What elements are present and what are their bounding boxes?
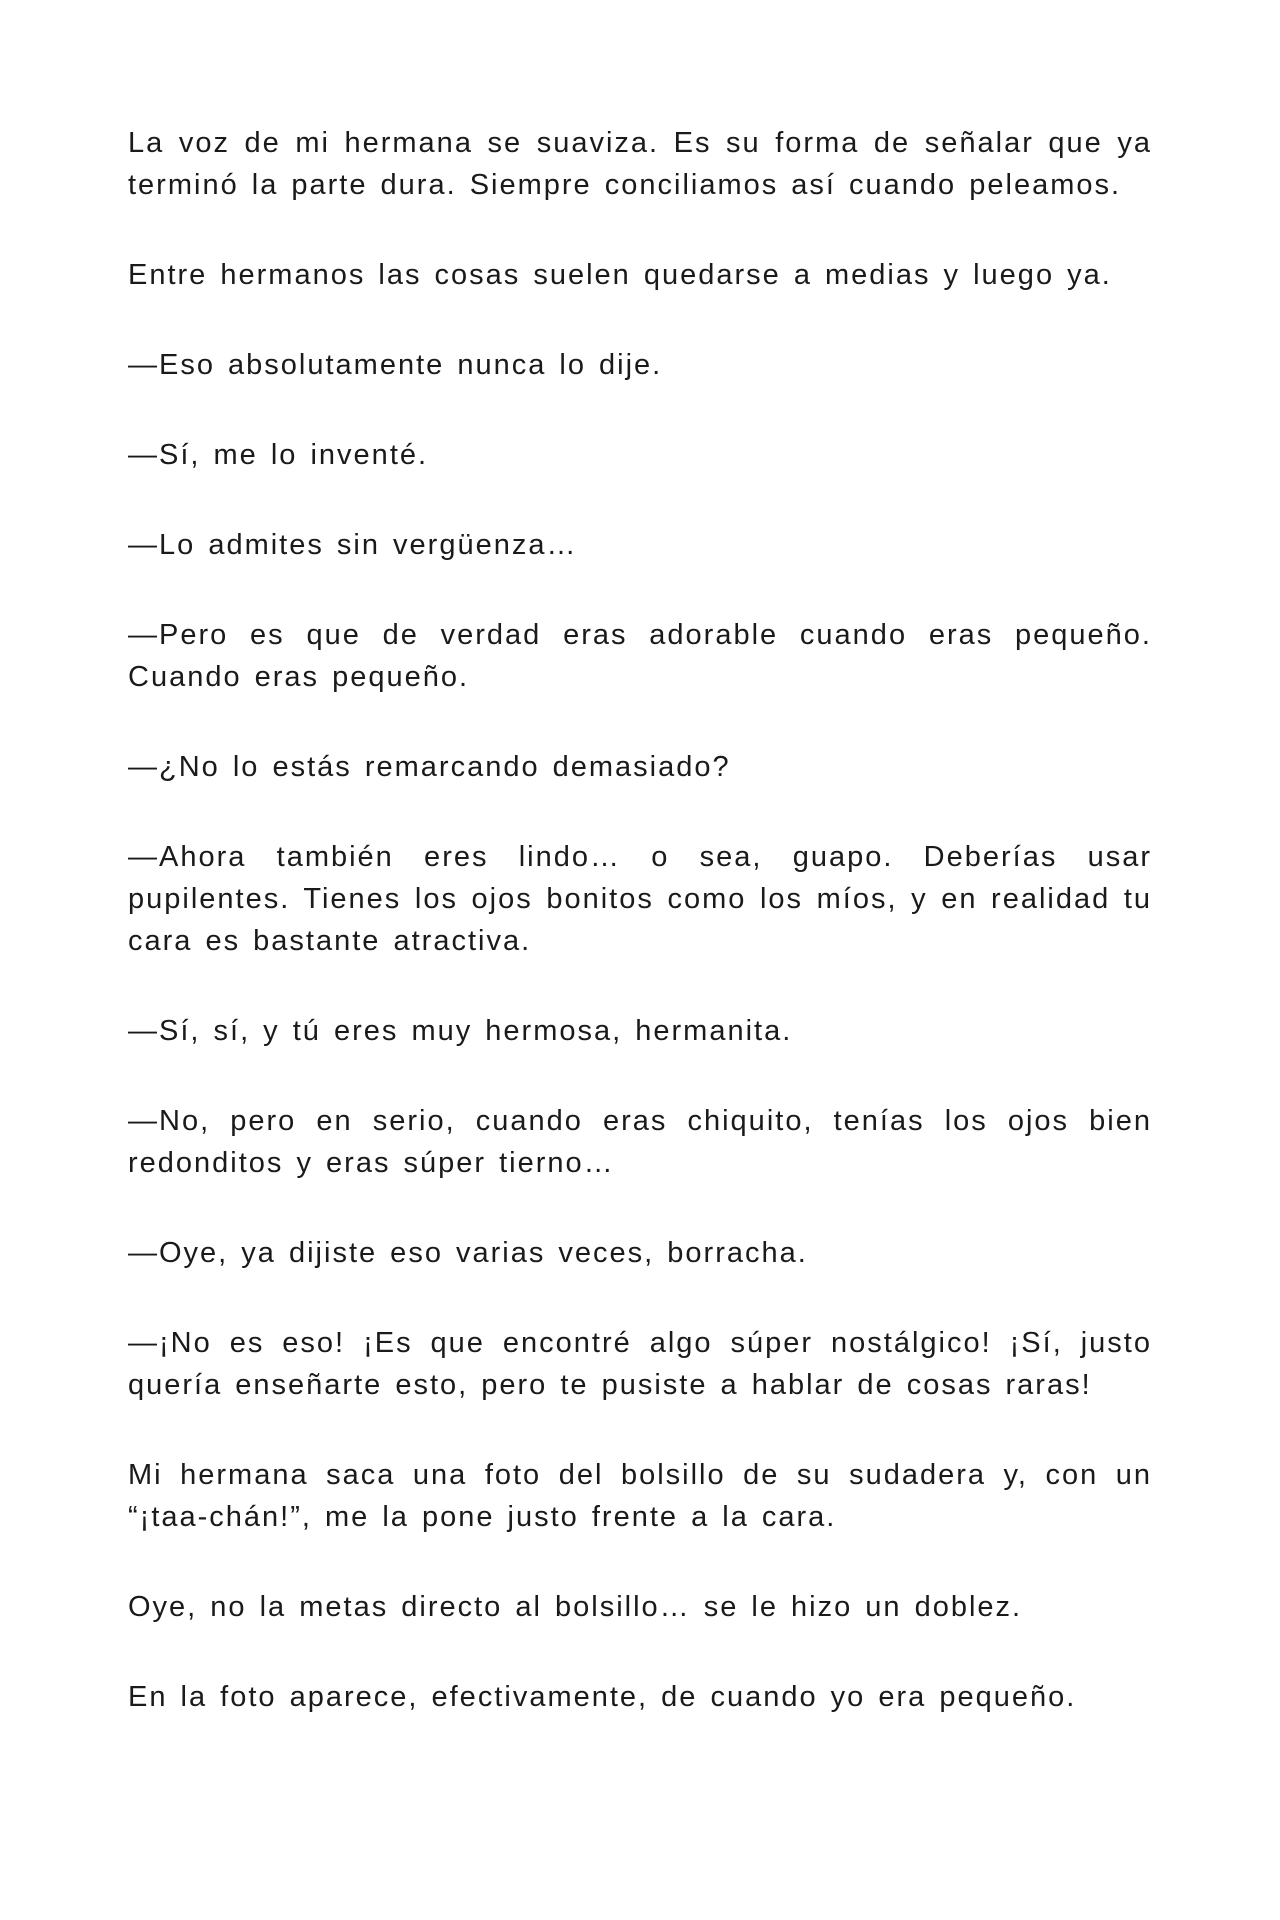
paragraph-dialogue: —No, pero en serio, cuando eras chiquito, tenías los ojos bien redonditos y eras súper tierno… — [128, 1105, 1152, 1179]
paragraph-dialogue: —Ahora también eres lindo… o sea, guapo. Deberías usar pupilentes. Tienes los ojos bonitos como los míos, y en realidad tu cara es bastante atractiva. — [128, 841, 1152, 957]
paragraph-dialogue: —Sí, me lo inventé. — [128, 439, 429, 471]
paragraph-dialogue: —¿No lo estás remarcando demasiado? — [128, 751, 731, 783]
paragraph-dialogue: —Eso absolutamente nunca lo dije. — [128, 349, 663, 381]
paragraph-narration: Entre hermanos las cosas suelen quedarse a medias y luego ya. — [128, 259, 1112, 291]
paragraph-narration: La voz de mi hermana se suaviza. Es su forma de señalar que ya terminó la parte dura. Siempre conciliamos así cuando peleamos. — [128, 127, 1152, 201]
paragraph-narration: Oye, no la metas directo al bolsillo… se le hizo un doblez. — [128, 1591, 1023, 1623]
paragraph-dialogue: —Sí, sí, y tú eres muy hermosa, hermanita. — [128, 1015, 793, 1047]
paragraph-narration: En la foto aparece, efectivamente, de cuando yo era pequeño. — [128, 1681, 1077, 1713]
paragraph-dialogue: —Lo admites sin vergüenza… — [128, 529, 578, 561]
paragraph-dialogue: —¡No es eso! ¡Es que encontré algo súper nostálgico! ¡Sí, justo quería enseñarte esto, pero te pusiste a hablar de cosas raras! — [128, 1327, 1152, 1401]
paragraph-dialogue: —Oye, ya dijiste eso varias veces, borracha. — [128, 1237, 808, 1269]
paragraph-narration: Mi hermana saca una foto del bolsillo de su sudadera y, con un “¡taa-chán!”, me la pone justo frente a la cara. — [128, 1459, 1152, 1533]
paragraph-dialogue: —Pero es que de verdad eras adorable cuando eras pequeño. Cuando eras pequeño. — [128, 619, 1152, 693]
